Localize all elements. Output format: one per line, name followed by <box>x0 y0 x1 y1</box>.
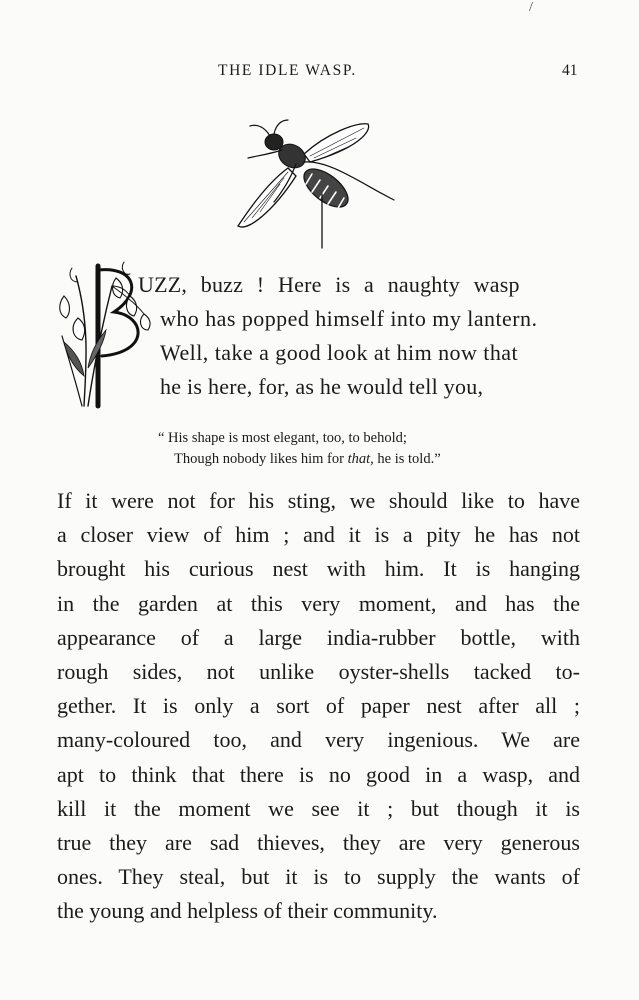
page-number: 41 <box>562 62 578 79</box>
body-line: ones. They steal, but it is to supply the wants of <box>57 864 580 890</box>
verse-line-2-start: Though nobody likes him for <box>174 451 348 467</box>
verse-line-2 <box>158 449 441 470</box>
body-line: rough sides, not unlike oyster-shells tacked to- <box>57 659 580 685</box>
body-line: brought his curious nest with him. It is hanging <box>57 556 580 582</box>
verse-line-2-end: , he is told.” <box>370 451 441 467</box>
body-line: a closer view of him ; and it is a pity he has not <box>57 522 580 548</box>
body-line: gether. It is only a sort of paper nest after all ; <box>57 693 580 719</box>
body-line: the young and helpless of their community. <box>57 898 438 924</box>
body-line: apt to think that there is no good in a wasp, and <box>57 761 580 787</box>
running-head: THE IDLE WASP. <box>218 62 357 79</box>
wasp-illustration <box>226 114 406 254</box>
intro-line-4: he is here, for, as he would tell you, <box>160 374 484 399</box>
body-line: in the garden at this very moment, and has the <box>57 590 580 616</box>
body-line: kill it the moment we see it ; but though it is <box>57 795 580 821</box>
verse-line-1: “ His shape is most elegant, too, to behold; <box>158 430 407 446</box>
intro-line-2: who has popped himself into my lantern. <box>160 306 538 331</box>
body-line: If it were not for his sting, we should like to have <box>57 488 580 513</box>
body-line: appearance of a large india-rubber bottle, with <box>57 624 580 650</box>
body-line: true they are sad thieves, they are very generous <box>57 830 580 856</box>
verse-quote <box>158 428 441 470</box>
body-paragraph <box>57 484 580 929</box>
intro-line-1: UZZ, buzz ! Here is a naughty wasp <box>138 272 520 297</box>
corner-mark: / <box>529 0 533 15</box>
verse-line-2-italic: that <box>347 451 371 467</box>
body-line: many-coloured too, and very ingenious. We are <box>57 727 580 753</box>
intro-line-3: Well, take a good look at him now that <box>160 340 519 365</box>
